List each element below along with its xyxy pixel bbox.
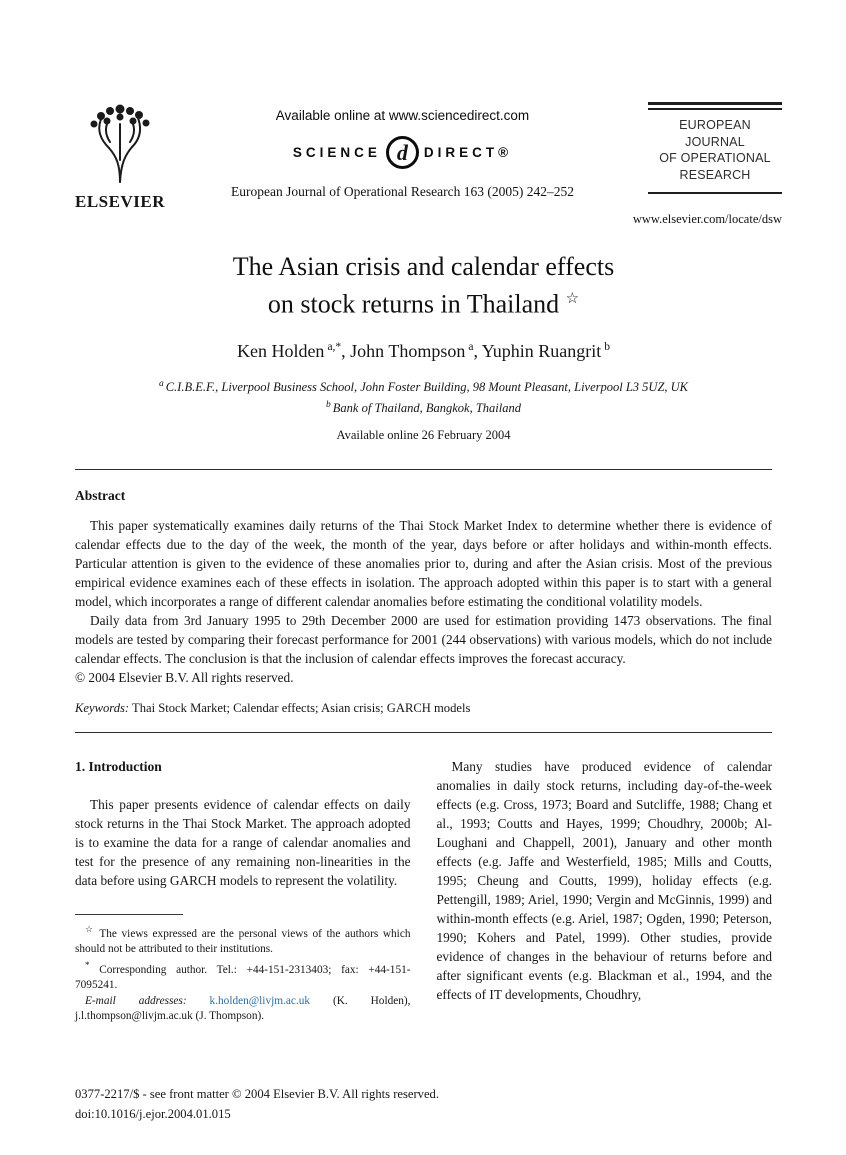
affiliation-a [75,375,772,396]
author-affiliation-mark: b [604,340,611,353]
author-affiliation-mark: a [468,340,474,353]
masthead-rule-top [648,102,782,105]
author-name: , Yuphin Ruangrit [473,340,602,361]
journal-masthead [648,102,782,194]
footnote-views [75,922,411,958]
abstract-heading: Abstract [75,487,126,503]
left-column [75,757,411,1025]
available-online-text: Available online at www.sciencedirect.com [275,108,530,123]
two-column-text [75,757,772,1025]
masthead-line: JOURNAL [685,134,745,149]
sciencedirect-science-text: SCIENCE [292,145,381,160]
keywords-label: Keywords: [75,700,130,715]
right-column [437,757,773,1025]
elsevier-logo-block [74,102,166,212]
affiliation-sup: a [158,378,164,389]
author-name: , John Thompson [341,340,466,361]
footnote-emails [75,994,411,1025]
footnote-corresponding [75,958,411,994]
keywords-line [75,701,772,716]
footnotes [75,914,411,1025]
abstract-divider-top [75,469,772,470]
footer-issn-line: 0377-2217/$ - see front matter © 2004 Elsevier B.V. All rights reserved. [75,1087,439,1101]
keywords-text: Thai Stock Market; Calendar effects; Asian crisis; GARCH models [132,700,471,715]
footnote-corresponding-text: Corresponding author. Tel.: +44-151-2313403; fax: +44-151-7095241. [75,963,411,991]
email-link-thompson[interactable]: j.l.thompson@livjm.ac.uk [75,1010,193,1022]
introduction-paragraph: This paper presents evidence of calendar effects on daily stock returns in the Thai Stock Market. The approach adopted is to examine the data for a range of calendar anomalies and test for the presence of any remaining non-linearities in the data before using GARCH models to represent the volatility. [75,796,411,888]
author-list [75,341,772,362]
affiliation-sup: b [326,399,331,410]
abstract-copyright: © 2004 Elsevier B.V. All rights reserved. [75,669,294,685]
title-line-1: The Asian crisis and calendar effects [232,252,615,281]
elsevier-tree-icon [80,102,160,184]
abstract-paragraph-2: Daily data from 3rd January 1995 to 29th December 2000 are used for estimation providing 1473 observations. The final models are tested by comparing their forecast performance for 2001 (244 observations) with various models, which do not include calendar effects. The conclusion is that the inclusion of calendar effects improves the forecast accuracy. [75,612,772,666]
affiliation-b [75,396,772,417]
masthead-line: OF OPERATIONAL [659,151,771,165]
email-addresses-label: E-mail addresses: [85,994,187,1007]
footnote-divider [75,914,183,915]
page-title [75,250,772,321]
journal-citation: European Journal of Operational Research 163 (2005) 242–252 [230,184,575,199]
masthead-line: RESEARCH [679,167,751,182]
footnote-emails-mid: (K. Holden), [332,994,411,1007]
sciencedirect-d-icon [386,136,419,169]
elsevier-wordmark: ELSEVIER [75,192,165,211]
sciencedirect-d-glyph: d [396,139,408,165]
author-affiliation-mark: a,* [327,340,342,353]
author-thompson [341,341,473,361]
footnote-emails-end: (J. Thompson). [195,1010,265,1022]
abstract-paragraph-1: This paper systematically examines daily returns of the Thai Stock Market Index to determine whether there is evidence of calendar effects due to the day of the week, the month of the year, days before or after holidays and within-month effects. Particular attention is given to the evidence of these anomalies prior to, during and after the Asian crisis. Most of the previous empirical evidence examines each of these effects in isolation. The approach adopted within this paper is to start with a general model, which incorporates a range of different calendar anomalies before estimating the conditional volatility models. [75,517,772,609]
header-center [170,108,635,200]
page-footer [75,1085,439,1124]
masthead-rule-bottom [648,192,782,194]
email-link-holden[interactable]: k.holden@livjm.ac.uk [209,994,310,1007]
sciencedirect-logo [170,136,635,169]
article-body [75,250,772,1025]
abstract-divider-bottom [75,732,772,733]
affiliation-text: Bank of Thailand, Bangkok, Thailand [332,400,521,415]
footnote-views-text: The views expressed are the personal views of the authors which should not be attributed to their institutions. [75,927,411,956]
available-online-date: Available online 26 February 2004 [336,427,511,442]
sciencedirect-direct-text: DIRECT® [423,145,513,160]
footnote-asterisk-marker: * [85,959,90,970]
author-name: Ken Holden [236,340,325,361]
masthead-line: EUROPEAN [679,118,751,132]
title-footnote-star: ☆ [565,291,580,307]
affiliation-text: C.I.B.E.F., Liverpool Business School, John Foster Building, 98 Mount Pleasant, Liverpool L3 5UZ, UK [165,379,689,394]
author-holden [237,341,341,361]
locate-url: www.elsevier.com/locate/dsw [632,212,782,226]
masthead-title [648,110,782,192]
footer-doi-line: doi:10.1016/j.ejor.2004.01.015 [75,1106,231,1121]
affiliation-list [75,375,772,417]
author-ruangrit [473,341,610,361]
literature-review-paragraph: Many studies have produced evidence of calendar anomalies in daily stock returns, including day-of-the-week effects (e.g. Cross, 1973; Board and Sutcliffe, 1988; Chang et al., 1993; Coutts and Hayes, 1999; Choudhry, 2000b; Al-Loughani and Chappell, 2001), January and other month effects (e.g. Jaffe and Westerfield, 1985; Mills and Coutts, 1995; Cheung and Coutts, 1999), holiday effects (e.g. Pettengill, 1989; Ariel, 1990; Vergin and McGinnis, 1999) and within-month effects (e.g. Ariel, 1987; Ogden, 1990; Peterson, 1990; Kohers and Patel, 1999). Other studies, provide evidence of changes in the behaviour of returns before and after significant events (e.g. Blackman et al., 1994, and the effects of IT developments, Choudhry, [436,758,772,1002]
section-1-heading: 1. Introduction [75,758,162,774]
footnote-star-marker: ☆ [85,923,95,934]
title-line-2: on stock returns in Thailand [267,289,560,319]
